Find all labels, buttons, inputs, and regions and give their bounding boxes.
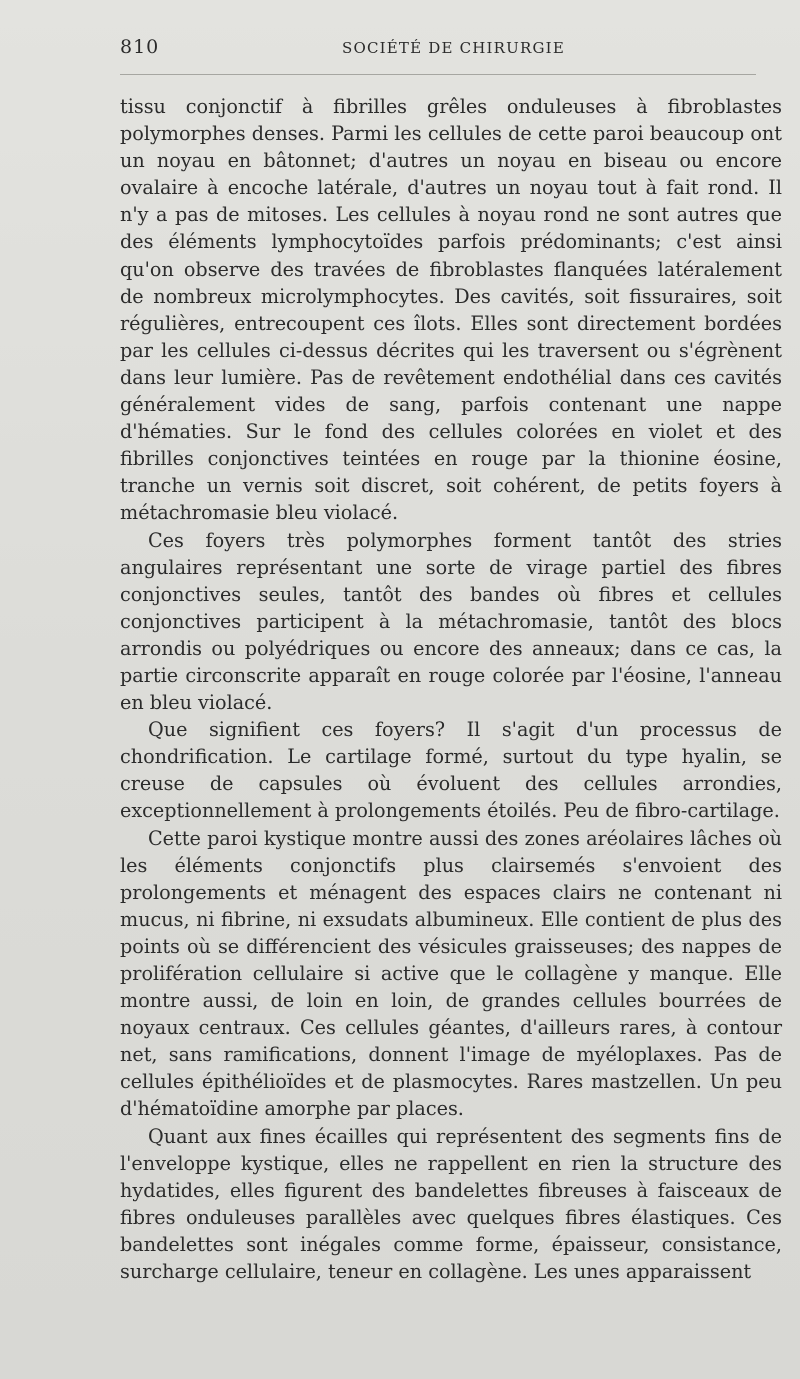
paragraph-1: tissu conjonctif à fibrilles grêles onduleuses à fibroblastes polymorphes denses. Parmi les cellules de cette paroi beaucoup ont un noyau en bâtonnet; d'autres un noyau en biseau ou encore ovalaire à encoche latérale, d'autres un noyau tout à fait rond. Il n'y a pas de mitoses. Les cellules à noyau rond ne sont autres que des éléments lymphocytoïdes parfois prédominants; c'est ainsi qu'on observe des travées de fibroblastes flanquées latéralement de nombreux microlymphocytes. Des cavités, soit fissuraires, soit régulières, entrecoupent ces îlots. Elles sont directement bordées par les cellules ci-dessus décrites qui les traversent ou s'égrènent dans leur lumière. Pas de revêtement endothélial dans ces cavités généralement vides de sang, parfois contenant une nappe d'hématies. Sur le fond des cellules colorées en violet et des fibrilles conjonctives teintées en rouge par la thionine éosine, tranche un vernis soit discret, soit cohérent, de petits foyers à métachromasie bleu violacé. bbox=[120, 95, 782, 525]
paragraph-4: Cette paroi kystique montre aussi des zones aréolaires lâches où les éléments conjonctifs plus clairsemés s'envoient des prolongements et ménagent des espaces clairs ne contenant ni mucus, ni fibrine, ni exsudats albumineux. Elle contient de plus des points où se différencient des vésicules graisseuses; des nappes de prolifération cellulaire si active que le collagène y manque. Elle montre aussi, de loin en loin, de grandes cellules bourrées de noyaux centraux. Ces cellules géantes, d'ailleurs rares, à contour net, sans ramifications, donnent l'image de myéloplaxes. Pas de cellules épithélioïdes et de plasmocytes. Rares mastzellen. Un peu d'hématoïdine amorphe par places. bbox=[120, 826, 782, 1121]
body-text bbox=[120, 93, 782, 1285]
page-number: 810 bbox=[120, 36, 160, 58]
header-rule bbox=[120, 74, 756, 75]
running-title: SOCIÉTÉ DE CHIRURGIE bbox=[342, 39, 565, 57]
paragraph-2: Ces foyers très polymorphes forment tantôt des stries angulaires représentant une sorte de virage partiel des fibres conjonctives seules, tantôt des bandes où fibres et cellules conjonctives participent à la métachromasie, tantôt des blocs arrondis ou polyédriques ou encore des anneaux; dans ce cas, la partie circonscrite apparaît en rouge colorée par l'éosine, l'anneau en bleu violacé. bbox=[120, 528, 782, 715]
paragraph-3: Que signifient ces foyers? Il s'agit d'un processus de chondrification. Le cartilage formé, surtout du type hyalin, se creuse de capsules où évoluent des cellules arrondies, exceptionnellement à prolongements étoilés. Peu de fibro-cartilage. bbox=[120, 718, 782, 823]
page-header bbox=[120, 36, 760, 60]
paragraph-5: Quant aux fines écailles qui représentent des segments fins de l'enveloppe kystique, elles ne rappellent en rien la structure des hydatides, elles figurent des bandelettes fibreuses à faisceaux de fibres onduleuses parallèles avec quelques fibres élastiques. Ces bandelettes sont inégales comme forme, épaisseur, consistance, surcharge cellulaire, teneur en collagène. Les unes apparaissent bbox=[120, 1124, 782, 1284]
